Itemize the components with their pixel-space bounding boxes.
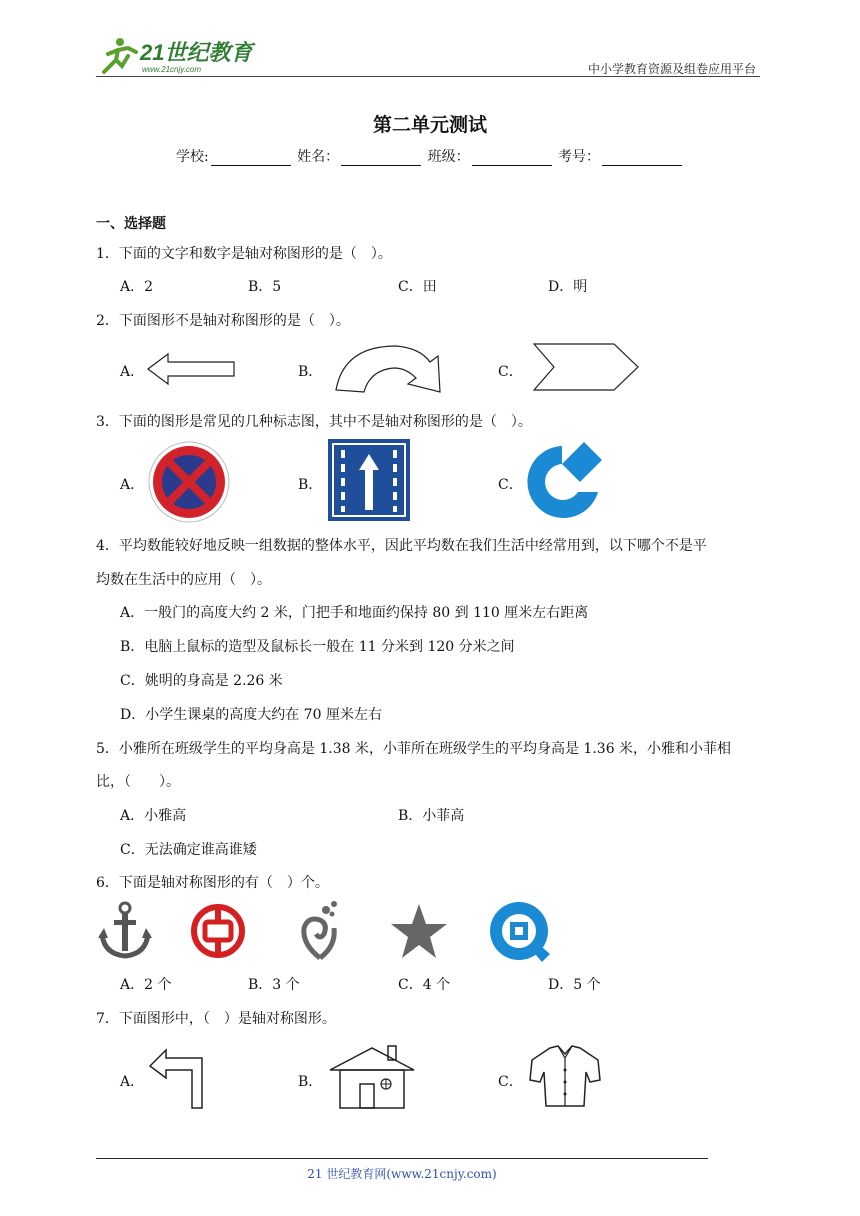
id-label: 考号： [558,149,601,165]
footer-text[interactable]: 21 世纪教育网(www.21cnjy.com) [307,1167,497,1181]
chevron-figure [532,342,640,392]
q4-option-d[interactable]: D．小学生课桌的高度大约在 70 厘米左右 [120,707,382,723]
q6-option-d[interactable]: D．5 个 [548,977,601,993]
student-info [0,146,860,166]
bank-logo-icon [522,440,606,522]
question-4-stem: 4．平均数能较好地反映一组数据的整体水平，因此平均数在我们生活中经常用到，以下哪个不是平 [96,538,707,554]
name-label: 姓名： [297,149,340,165]
q7-option-b[interactable]: B． [298,1074,323,1090]
question-5-stem: 5．小雅所在班级学生的平均身高是 1.38 米，小菲所在班级学生的平均身高是 1.36 米，小雅和小菲相 [96,741,732,757]
header-divider [96,76,760,77]
q6-option-c[interactable]: C．4 个 [398,977,451,993]
house-figure [326,1044,418,1110]
name-field[interactable] [341,151,421,166]
question-6-stem: 6．下面是轴对称图形的有（ ）个。 [96,875,329,891]
question-1-stem: 1．下面的文字和数字是轴对称图形的是（ ）。 [96,246,392,262]
logo-text: 21世纪教育 [140,40,253,65]
star-icon [390,902,448,960]
q1-option-d[interactable]: D．明 [548,279,588,295]
q6-option-a[interactable]: A．2 个 [120,977,172,993]
q5-option-a[interactable]: A．小雅高 [120,808,187,824]
q4-option-c[interactable]: C．姚明的身高是 2.26 米 [120,673,283,689]
turn-arrow-figure [148,1046,212,1110]
runner-icon [104,38,136,72]
logo-url: www.21cnjy.com [142,65,201,74]
id-field[interactable] [602,151,682,166]
q3-option-c[interactable]: C． [498,477,523,493]
class-field[interactable] [472,151,552,166]
q1-option-a[interactable]: A．2 [120,279,154,295]
bank-comm-logo-icon [488,900,552,962]
shirt-figure [528,1044,602,1110]
question-5-stem-cont: 比，（ ）。 [96,774,180,790]
q2-option-a[interactable]: A． [120,364,145,380]
q3-option-a[interactable]: A． [120,477,145,493]
question-3-stem: 3．下面的图形是常见的几种标志图，其中不是轴对称图形的是（ ）。 [96,414,532,430]
bank-of-china-logo-icon [190,903,246,959]
lane-sign-icon [327,438,411,522]
q7-option-c[interactable]: C． [498,1074,523,1090]
q7-option-a[interactable]: A． [120,1074,145,1090]
q6-option-b[interactable]: B．3 个 [248,977,300,993]
q1-option-b[interactable]: B．5 [248,279,282,295]
section-heading: 一、选择题 [96,216,166,232]
school-field[interactable] [211,151,291,166]
q5-option-b[interactable]: B．小菲高 [398,808,465,824]
swirl-logo-icon [298,898,342,962]
page-title: 第二单元测试 [372,114,487,136]
question-7-stem: 7．下面图形中，（ ）是轴对称图形。 [96,1011,336,1027]
q5-option-c[interactable]: C．无法确定谁高谁矮 [120,842,257,858]
anchor-icon [98,900,152,962]
question-2-stem: 2．下面图形不是轴对称图形的是（ ）。 [96,313,350,329]
platform-name: 中小学教育资源及组卷应用平台 [587,62,756,76]
footer-divider [96,1158,708,1159]
q2-option-c[interactable]: C． [498,364,523,380]
no-parking-sign-icon [146,440,232,524]
curved-arrow-figure [334,340,446,396]
left-arrow-figure [146,352,238,386]
q1-option-c[interactable]: C．田 [398,279,437,295]
q4-option-a[interactable]: A．一般门的高度大约 2 米，门把手和地面约保持 80 到 110 厘米左右距离 [120,605,589,621]
class-label: 班级： [427,149,470,165]
q3-option-b[interactable]: B． [298,477,323,493]
q4-option-b[interactable]: B．电脑上鼠标的造型及鼠标长一般在 11 分米到 120 分米之间 [120,639,515,655]
school-label: 学校: [175,149,209,165]
question-4-stem-cont: 均数在生活中的应用（ ）。 [96,572,271,588]
q2-option-b[interactable]: B． [298,364,323,380]
